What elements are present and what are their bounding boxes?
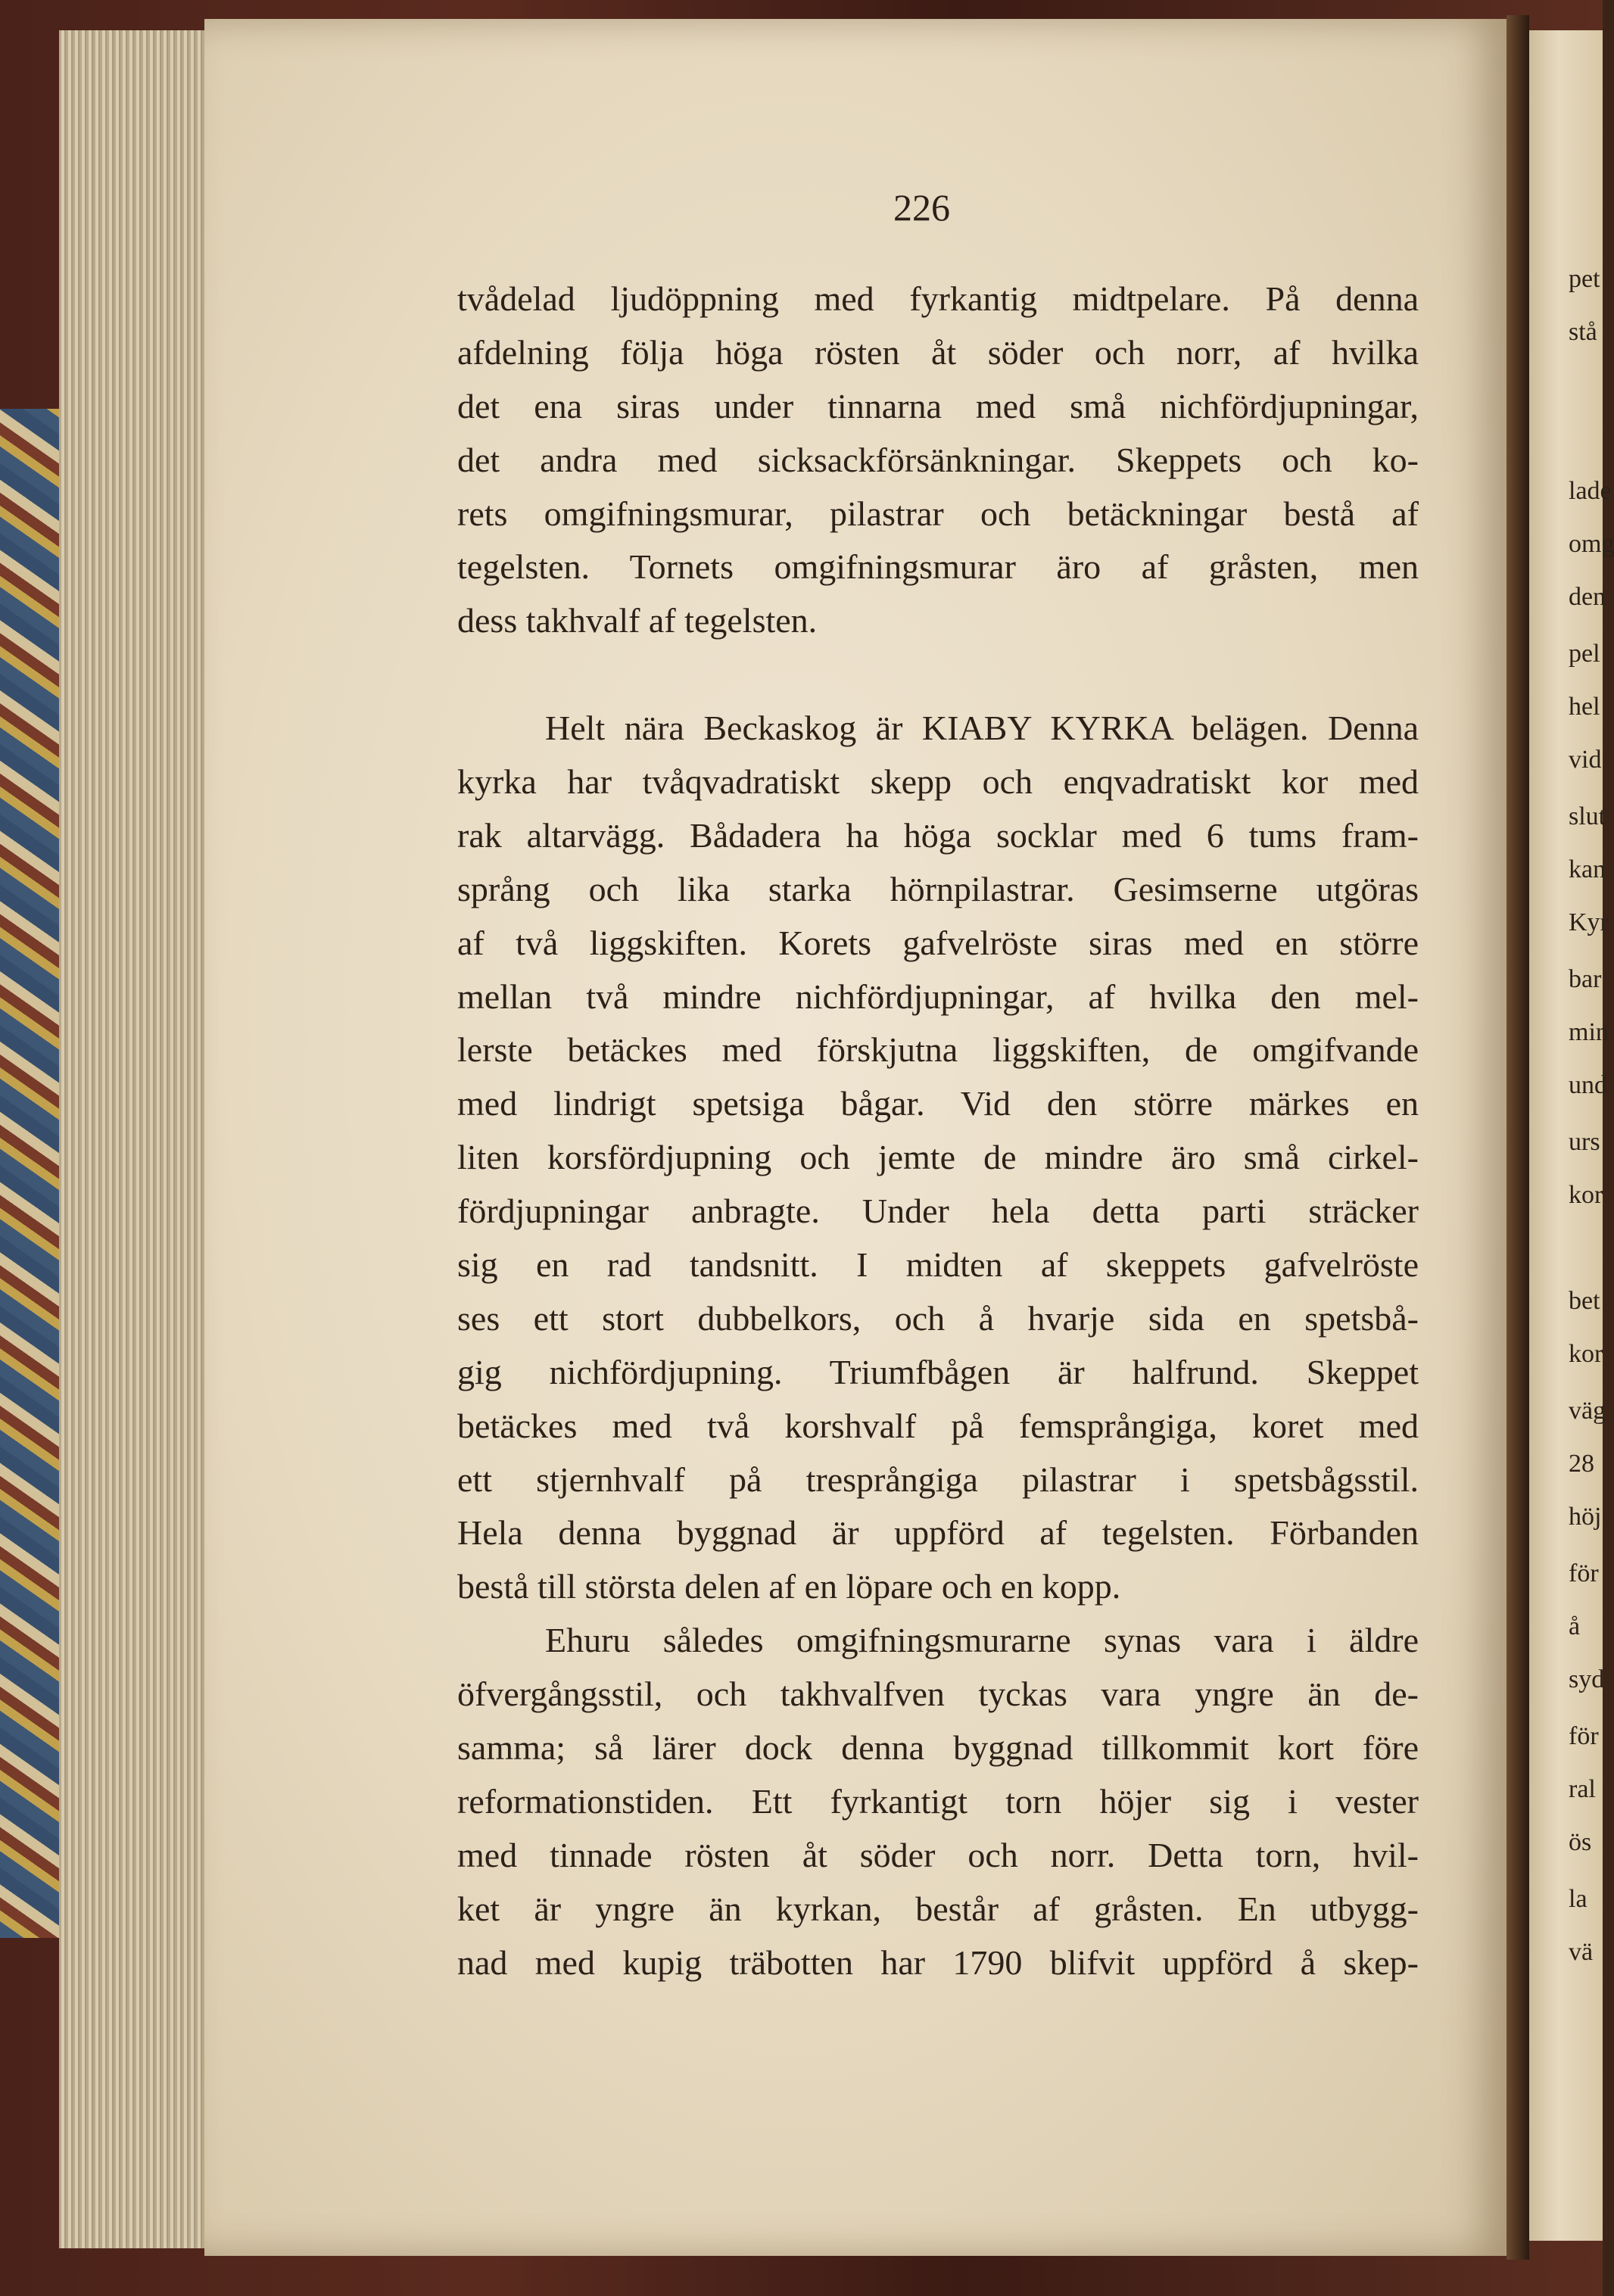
text-line: ett stjernhvalf på tresprångiga pilastrar i spetsbågsstil. [457,1460,1419,1499]
text-line: med tinnade rösten åt söder och norr. Detta torn, hvil- [457,1835,1419,1874]
next-page-fragment: den [1569,583,1606,611]
text-line: kyrka har tvåqvadratiskt skepp och enqvadratiskt kor med [457,762,1419,802]
text-line: Hela denna byggnad är uppförd af tegelsten. Förbanden [457,1513,1419,1553]
text-line: nad med kupig träbotten har 1790 blifvit uppförd å skep- [457,1942,1419,1982]
text-line: det ena siras under tinnarna med små nichfördjupningar, [457,386,1419,425]
text-line: rets omgifningsmurar, pilastrar och betäckningar bestå af [457,494,1419,533]
text-line: med lindrigt spetsiga bågar. Vid den större märkes en [457,1084,1419,1123]
next-page-fragment: syd [1569,1665,1605,1693]
next-page-fragment: 28 [1569,1450,1594,1478]
body-text [457,273,1419,1990]
text-line: gig nichfördjupning. Triumfbågen är halfrund. Skeppet [457,1352,1419,1391]
text-line: öfvergångsstil, och takhvalfven tyckas vara yngre än de- [457,1674,1419,1714]
page-block-edge [59,30,210,2248]
next-page-fragment: för [1569,1722,1599,1750]
text-line: lerste betäckes med förskjutna liggskiften, de omgifvande [457,1030,1419,1070]
paragraph-gap [457,648,1419,702]
text-line: ket är yngre än kyrkan, består af gråsten. En utbygg- [457,1889,1419,1928]
text-line: sig en rad tandsnitt. I midten af skeppets gafvelröste [457,1245,1419,1285]
text-line: det andra med sicksackförsänkningar. Skeppets och ko- [457,440,1419,479]
next-page-fragment: vä [1569,1938,1594,1966]
next-page-fragment: la [1569,1885,1588,1913]
text-line: rak altarvägg. Bådadera ha höga socklar med 6 tums fram- [457,815,1419,855]
next-page-fragment: höj [1569,1503,1602,1531]
next-page-fragment: kor [1569,1181,1603,1209]
text-line: reformationstiden. Ett fyrkantigt torn höjer sig i vester [457,1781,1419,1821]
text-line: fördjupningar anbragte. Under hela detta parti sträcker [457,1192,1419,1231]
next-page-fragment: ös [1569,1828,1592,1856]
next-page-fragment: min [1569,1018,1609,1046]
text-line: dess takhvalf af tegelsten. [457,601,818,640]
text-line: Helt nära Beckaskog är KIABY KYRKA belägen. Denna [545,709,1419,748]
next-page-fragment: stå [1569,318,1597,346]
text-line: afdelning följa höga rösten åt söder och norr, af hvilka [457,332,1419,372]
next-page-fragment: kor [1569,1340,1603,1368]
next-page-edge [1529,30,1614,2241]
text-line: betäckes med två korshvalf på femsprångiga, koret med [457,1406,1419,1445]
text-line: af två liggskiften. Korets gafvelröste siras med en större [457,923,1419,962]
next-page-fragment: lade [1569,477,1612,505]
text-line: ses ett stort dubbelkors, och å hvarje sida en spetsbå- [457,1298,1419,1338]
next-page-fragment: pet [1569,265,1600,293]
next-page-fragment: pel [1569,640,1600,668]
text-line: mellan två mindre nichfördjupningar, af hvilka den mel- [457,977,1419,1016]
page-number: 226 [893,186,950,229]
next-page-fragment: väg [1569,1397,1606,1425]
text-line: språng och lika starka hörnpilastrar. Gesimserne utgöras [457,869,1419,908]
next-page-fragment: för [1569,1559,1599,1587]
book-gutter [1507,15,1529,2260]
next-page-fragment: bar [1569,965,1602,993]
text-line: tegelsten. Tornets omgifningsmurar äro af gråsten, men [457,547,1419,587]
next-page-fragment: vid [1569,746,1602,774]
next-page-fragment: slut [1569,802,1606,830]
marbled-endpaper [0,409,59,1938]
text-line: liten korsfördjupning och jemte de mindre äro små cirkel- [457,1138,1419,1177]
next-page-fragment: kan [1569,855,1606,883]
next-page-fragment: ral [1569,1775,1596,1803]
next-page-fragment: omg [1569,530,1614,558]
text-line: tvådelad ljudöppning med fyrkantig midtpelare. På denna [457,279,1419,318]
next-page-fragment: und [1569,1071,1607,1099]
text-line: samma; så lärer dock denna byggnad tillkommit kort före [457,1728,1419,1768]
next-page-fragment: urs [1569,1128,1600,1156]
next-page-fragment: å [1569,1612,1581,1640]
next-page-fragment: Kyr [1569,908,1609,936]
text-line: bestå till största delen af en löpare och en kopp. [457,1567,1121,1606]
next-page-fragment: bet [1569,1287,1600,1315]
text-line: Ehuru således omgifningsmurarne synas vara i äldre [545,1621,1419,1660]
next-page-fragment: hel [1569,693,1600,721]
